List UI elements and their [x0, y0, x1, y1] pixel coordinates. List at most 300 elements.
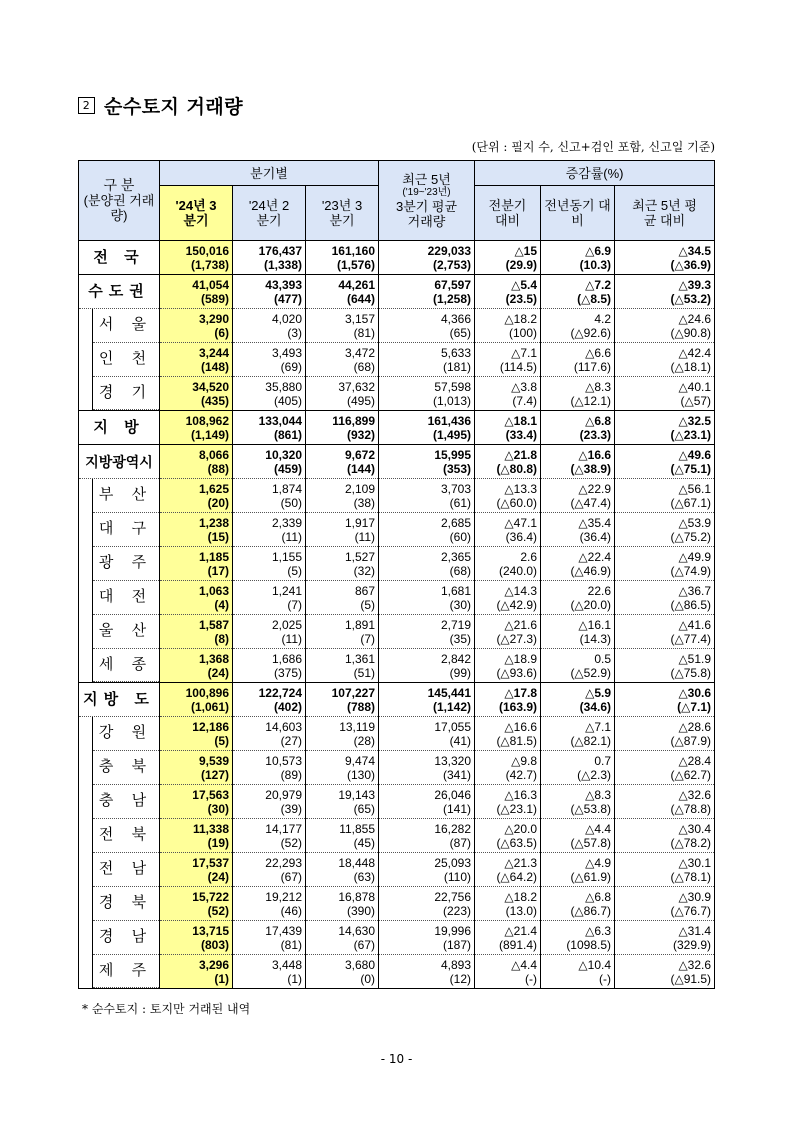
- row-indent: [79, 581, 160, 615]
- row-label: 경 기: [93, 377, 159, 411]
- cell-value: 13,119: [339, 719, 376, 734]
- cell-value: 34,520: [192, 379, 229, 394]
- land-transaction-table: [78, 160, 715, 989]
- cell-presale-value: (-): [599, 971, 612, 986]
- cell-presale-value: (13.0): [505, 903, 538, 918]
- cell-value: △32.6: [678, 787, 712, 802]
- cell-value: △10.4: [578, 957, 612, 972]
- header-change: 증감률(%): [475, 161, 715, 186]
- cell-value: 8,066: [198, 447, 229, 462]
- cell-q-prev: [233, 479, 306, 513]
- cell-q-cur: [160, 683, 233, 717]
- row-label: 제 주: [93, 955, 159, 989]
- cell-c2: [541, 241, 615, 275]
- cell-value: 122,724: [258, 685, 302, 700]
- cell-value: △49.9: [678, 549, 712, 564]
- row-label: 인 천: [93, 343, 159, 377]
- cell-c3: [615, 717, 715, 751]
- cell-presale-value: (△93.6): [496, 665, 538, 680]
- cell-c2: [541, 717, 615, 751]
- table-row: [79, 343, 715, 377]
- cell-avg: [379, 853, 475, 887]
- row-label: 경 북: [93, 887, 159, 921]
- cell-presale-value: (52): [280, 835, 302, 850]
- cell-q-ly: [306, 649, 379, 683]
- cell-presale-value: (1,576): [336, 257, 376, 272]
- cell-c2: [541, 309, 615, 343]
- cell-value: △9.8: [511, 753, 538, 768]
- cell-c1: [475, 411, 541, 445]
- cell-presale-value: (87): [449, 835, 472, 850]
- cell-presale-value: (891.4): [498, 937, 538, 952]
- cell-presale-value: (141): [443, 801, 472, 816]
- cell-c2: [541, 513, 615, 547]
- cell-value: △28.6: [678, 719, 712, 734]
- header-q-cur: '24년 3분기: [160, 186, 233, 241]
- cell-c1: [475, 547, 541, 581]
- cell-c3: [615, 343, 715, 377]
- cell-value: 57,598: [434, 379, 472, 394]
- row-label: 경 남: [93, 921, 159, 955]
- cell-presale-value: (33.4): [505, 427, 538, 442]
- cell-avg: [379, 887, 475, 921]
- cell-presale-value: (477): [273, 291, 302, 306]
- cell-value: △6.9: [585, 243, 612, 258]
- cell-avg: [379, 819, 475, 853]
- cell-value: 44,261: [338, 277, 376, 292]
- cell-presale-value: (△67.1): [670, 495, 712, 510]
- cell-c2: [541, 819, 615, 853]
- cell-value: 17,537: [192, 855, 229, 870]
- cell-value: 1,241: [271, 583, 302, 598]
- cell-presale-value: (1,495): [432, 427, 472, 442]
- cell-presale-value: (23.5): [505, 291, 538, 306]
- cell-value: 1,917: [344, 515, 376, 530]
- cell-presale-value: (△57.8): [570, 835, 612, 850]
- cell-presale-value: (63): [353, 869, 376, 884]
- cell-presale-value: (67): [353, 937, 376, 952]
- cell-value: 9,672: [344, 447, 376, 462]
- table-row: [79, 955, 715, 989]
- cell-c1: [475, 343, 541, 377]
- cell-value: △30.4: [678, 821, 712, 836]
- cell-value: △4.4: [511, 957, 538, 972]
- cell-presale-value: (△75.8): [670, 665, 712, 680]
- cell-presale-value: (1): [214, 971, 229, 986]
- cell-presale-value: (△91.5): [670, 971, 712, 986]
- cell-presale-value: (28): [353, 733, 376, 748]
- indent-spacer: [79, 921, 93, 955]
- cell-presale-value: (163.9): [498, 699, 538, 714]
- cell-avg: [379, 479, 475, 513]
- cell-value: △56.1: [678, 481, 712, 496]
- cell-presale-value: (110): [443, 869, 472, 884]
- cell-value: 4,366: [440, 311, 472, 326]
- section-title: [78, 92, 243, 119]
- row-indent: [79, 649, 160, 683]
- cell-q-ly: [306, 955, 379, 989]
- cell-c2: [541, 411, 615, 445]
- cell-presale-value: (△53.8): [570, 801, 612, 816]
- cell-value: 17,439: [265, 923, 302, 938]
- cell-q-ly: [306, 751, 379, 785]
- cell-presale-value: (60): [449, 529, 472, 544]
- indent-spacer: [79, 581, 93, 615]
- row-label: 대 전: [93, 581, 159, 615]
- table-row: [79, 717, 715, 751]
- cell-value: △51.9: [678, 651, 712, 666]
- cell-c1: [475, 479, 541, 513]
- cell-q-cur: [160, 445, 233, 479]
- cell-c3: [615, 785, 715, 819]
- cell-value: △6.6: [585, 345, 612, 360]
- cell-presale-value: (5): [214, 733, 229, 748]
- cell-presale-value: (65): [353, 801, 376, 816]
- cell-value: △30.1: [678, 855, 712, 870]
- row-label: 충 남: [93, 785, 159, 819]
- cell-presale-value: (1,013): [432, 393, 472, 408]
- cell-presale-value: (1,258): [432, 291, 472, 306]
- row-indent: [79, 615, 160, 649]
- cell-value: △18.2: [504, 889, 538, 904]
- cell-value: △17.8: [504, 685, 538, 700]
- cell-value: △28.4: [678, 753, 712, 768]
- cell-value: 1,681: [440, 583, 472, 598]
- cell-value: 176,437: [258, 243, 302, 258]
- row-indent: [79, 751, 160, 785]
- cell-presale-value: (△76.7): [670, 903, 712, 918]
- cell-c2: [541, 615, 615, 649]
- cell-presale-value: (1,738): [190, 257, 229, 272]
- cell-value: △7.1: [511, 345, 538, 360]
- cell-q-cur: [160, 275, 233, 309]
- cell-presale-value: (△90.8): [670, 325, 712, 340]
- row-label: 부 산: [93, 479, 159, 513]
- row-indent: [79, 343, 160, 377]
- cell-c3: [615, 955, 715, 989]
- cell-presale-value: (69): [280, 359, 302, 374]
- cell-presale-value: (68): [353, 359, 376, 374]
- cell-q-ly: [306, 683, 379, 717]
- cell-q-cur: [160, 547, 233, 581]
- cell-value: △4.9: [585, 855, 612, 870]
- cell-value: △40.1: [678, 379, 712, 394]
- cell-value: △7.1: [585, 719, 612, 734]
- cell-q-prev: [233, 275, 306, 309]
- cell-c2: [541, 581, 615, 615]
- cell-c3: [615, 683, 715, 717]
- cell-c3: [615, 751, 715, 785]
- cell-c1: [475, 683, 541, 717]
- cell-avg: [379, 275, 475, 309]
- cell-avg: [379, 241, 475, 275]
- cell-value: 9,474: [344, 753, 376, 768]
- cell-value: 108,962: [185, 413, 229, 428]
- table-row: [79, 411, 715, 445]
- cell-value: 22,293: [265, 855, 302, 870]
- cell-presale-value: (△92.6): [570, 325, 612, 340]
- cell-c1: [475, 377, 541, 411]
- cell-presale-value: (11): [281, 631, 302, 646]
- cell-presale-value: (341): [443, 767, 472, 782]
- cell-value: 13,320: [434, 753, 472, 768]
- cell-presale-value: (803): [200, 937, 229, 952]
- cell-q-prev: [233, 547, 306, 581]
- cell-presale-value: (36.4): [579, 529, 612, 544]
- cell-q-cur: [160, 921, 233, 955]
- cell-q-cur: [160, 717, 233, 751]
- header-category: 구 분 (분양권 거래량): [79, 161, 160, 241]
- cell-c1: [475, 751, 541, 785]
- cell-presale-value: (353): [443, 461, 472, 476]
- cell-presale-value: (15): [207, 529, 229, 544]
- table-row: [79, 513, 715, 547]
- cell-presale-value: (223): [443, 903, 472, 918]
- cell-presale-value: (861): [273, 427, 302, 442]
- cell-q-cur: [160, 581, 233, 615]
- indent-spacer: [79, 479, 93, 513]
- header-vs-avg5: 최근 5년 평균 대비: [615, 186, 715, 241]
- cell-c1: [475, 955, 541, 989]
- cell-presale-value: (402): [273, 699, 302, 714]
- indent-spacer: [79, 309, 93, 343]
- cell-value: △32.6: [678, 957, 712, 972]
- row-label: 세 종: [93, 649, 159, 683]
- cell-q-ly: [306, 445, 379, 479]
- cell-value: 9,539: [198, 753, 229, 768]
- indent-spacer: [79, 819, 93, 853]
- cell-value: 0.7: [594, 753, 612, 768]
- cell-c2: [541, 785, 615, 819]
- cell-presale-value: (△57): [680, 393, 712, 408]
- cell-presale-value: (△86.7): [570, 903, 612, 918]
- cell-c1: [475, 921, 541, 955]
- table-row: [79, 275, 715, 309]
- cell-presale-value: (△27.3): [496, 631, 538, 646]
- cell-presale-value: (99): [449, 665, 472, 680]
- cell-c2: [541, 445, 615, 479]
- cell-value: △4.4: [585, 821, 612, 836]
- cell-c3: [615, 853, 715, 887]
- cell-c1: [475, 581, 541, 615]
- cell-q-prev: [233, 377, 306, 411]
- cell-presale-value: (△38.9): [570, 461, 612, 476]
- cell-presale-value: (17): [207, 563, 229, 578]
- header-vs-last-year: 전년동기 대비: [541, 186, 615, 241]
- row-indent: [79, 887, 160, 921]
- cell-value: △5.4: [511, 277, 538, 292]
- cell-value: 16,282: [434, 821, 472, 836]
- cell-presale-value: (932): [347, 427, 376, 442]
- cell-presale-value: (△87.9): [670, 733, 712, 748]
- cell-value: 26,046: [434, 787, 472, 802]
- cell-value: 5,633: [440, 345, 472, 360]
- table-row: [79, 547, 715, 581]
- cell-c2: [541, 275, 615, 309]
- cell-presale-value: (△63.5): [496, 835, 538, 850]
- cell-value: 1,625: [198, 481, 229, 496]
- cell-value: 10,320: [265, 447, 302, 462]
- cell-value: 43,393: [265, 277, 302, 292]
- row-label: 광 주: [93, 547, 159, 581]
- table-row: [79, 581, 715, 615]
- cell-q-prev: [233, 581, 306, 615]
- table-row: [79, 683, 715, 717]
- cell-value: △7.2: [585, 277, 612, 292]
- cell-value: 3,296: [198, 957, 229, 972]
- cell-presale-value: (459): [273, 461, 302, 476]
- cell-presale-value: (△74.9): [670, 563, 712, 578]
- cell-value: 1,527: [344, 549, 376, 564]
- cell-value: 1,185: [198, 549, 229, 564]
- cell-presale-value: (7): [360, 631, 376, 646]
- cell-value: 15,995: [434, 447, 472, 462]
- cell-value: 41,054: [192, 277, 229, 292]
- cell-presale-value: (8): [214, 631, 229, 646]
- cell-presale-value: (△46.9): [570, 563, 612, 578]
- cell-avg: [379, 411, 475, 445]
- row-label: 전 국: [79, 241, 160, 275]
- cell-value: 100,896: [185, 685, 229, 700]
- cell-q-cur: [160, 819, 233, 853]
- cell-q-cur: [160, 343, 233, 377]
- cell-value: △18.2: [504, 311, 538, 326]
- cell-q-ly: [306, 717, 379, 751]
- header-q-prev: '24년 2분기: [233, 186, 306, 241]
- cell-value: 12,186: [192, 719, 229, 734]
- row-indent: [79, 921, 160, 955]
- indent-spacer: [79, 853, 93, 887]
- cell-presale-value: (6): [214, 325, 229, 340]
- cell-value: 13,715: [192, 923, 229, 938]
- cell-presale-value: (435): [200, 393, 229, 408]
- cell-q-ly: [306, 887, 379, 921]
- cell-q-cur: [160, 785, 233, 819]
- row-indent: [79, 785, 160, 819]
- cell-value: 14,603: [265, 719, 302, 734]
- cell-presale-value: (23.3): [579, 427, 612, 442]
- cell-avg: [379, 309, 475, 343]
- cell-value: △32.5: [678, 413, 712, 428]
- cell-q-cur: [160, 377, 233, 411]
- cell-presale-value: (1,061): [190, 699, 229, 714]
- cell-value: 3,703: [440, 481, 472, 496]
- cell-q-prev: [233, 785, 306, 819]
- row-label: 충 북: [93, 751, 159, 785]
- cell-value: △20.0: [504, 821, 538, 836]
- cell-q-cur: [160, 887, 233, 921]
- cell-presale-value: (36.4): [505, 529, 538, 544]
- cell-presale-value: (4): [214, 597, 229, 612]
- cell-presale-value: (△52.9): [570, 665, 612, 680]
- cell-presale-value: (187): [443, 937, 472, 952]
- cell-presale-value: (△82.1): [570, 733, 612, 748]
- cell-value: △53.9: [678, 515, 712, 530]
- cell-avg: [379, 683, 475, 717]
- row-indent: [79, 479, 160, 513]
- cell-value: △21.6: [504, 617, 538, 632]
- indent-spacer: [79, 785, 93, 819]
- cell-c2: [541, 377, 615, 411]
- cell-value: 16,878: [338, 889, 376, 904]
- cell-presale-value: (△75.2): [670, 529, 712, 544]
- cell-presale-value: (30): [449, 597, 472, 612]
- cell-avg: [379, 921, 475, 955]
- cell-presale-value: (0): [360, 971, 376, 986]
- cell-presale-value: (32): [353, 563, 376, 578]
- cell-c3: [615, 921, 715, 955]
- cell-value: 10,573: [265, 753, 302, 768]
- table-row: [79, 615, 715, 649]
- cell-avg: [379, 581, 475, 615]
- cell-presale-value: (△81.5): [496, 733, 538, 748]
- cell-value: △42.4: [678, 345, 712, 360]
- cell-value: △15: [514, 243, 538, 258]
- row-label: 대 구: [93, 513, 159, 547]
- table-row: [79, 649, 715, 683]
- cell-c3: [615, 275, 715, 309]
- cell-c2: [541, 479, 615, 513]
- cell-value: △31.4: [678, 923, 712, 938]
- row-label: 서 울: [93, 309, 159, 343]
- table-row: [79, 921, 715, 955]
- cell-presale-value: (△12.1): [570, 393, 612, 408]
- cell-c3: [615, 309, 715, 343]
- row-indent: [79, 853, 160, 887]
- cell-c2: [541, 887, 615, 921]
- indent-spacer: [79, 547, 93, 581]
- cell-presale-value: (38): [353, 495, 376, 510]
- row-indent: [79, 717, 160, 751]
- cell-c2: [541, 853, 615, 887]
- cell-presale-value: (644): [347, 291, 376, 306]
- cell-presale-value: (19): [207, 835, 229, 850]
- cell-value: △47.1: [504, 515, 538, 530]
- cell-presale-value: (△2.3): [577, 767, 612, 782]
- cell-presale-value: (35): [449, 631, 472, 646]
- row-label: 지방 도: [79, 683, 160, 717]
- cell-value: △14.3: [504, 583, 538, 598]
- cell-presale-value: (27): [280, 733, 302, 748]
- row-indent: [79, 513, 160, 547]
- cell-value: 2,365: [440, 549, 472, 564]
- cell-q-prev: [233, 445, 306, 479]
- cell-value: 161,436: [427, 413, 472, 428]
- cell-value: 161,160: [331, 243, 376, 258]
- cell-value: 3,472: [344, 345, 376, 360]
- cell-presale-value: (3): [287, 325, 302, 340]
- cell-presale-value: (88): [207, 461, 229, 476]
- cell-value: 3,244: [198, 345, 229, 360]
- cell-value: △21.3: [504, 855, 538, 870]
- cell-c1: [475, 819, 541, 853]
- cell-presale-value: (△23.1): [496, 801, 538, 816]
- cell-presale-value: (△78.8): [670, 801, 712, 816]
- indent-spacer: [79, 343, 93, 377]
- cell-presale-value: (34.6): [579, 699, 612, 714]
- cell-value: 11,855: [339, 821, 376, 836]
- cell-q-ly: [306, 853, 379, 887]
- cell-c2: [541, 547, 615, 581]
- cell-q-cur: [160, 853, 233, 887]
- cell-value: △6.8: [585, 413, 612, 428]
- cell-value: △35.4: [578, 515, 612, 530]
- cell-value: 1,587: [198, 617, 229, 632]
- cell-value: △16.1: [578, 617, 612, 632]
- cell-value: 18,448: [338, 855, 376, 870]
- header-q-last-year: '23년 3분기: [306, 186, 379, 241]
- cell-value: 229,033: [427, 243, 472, 258]
